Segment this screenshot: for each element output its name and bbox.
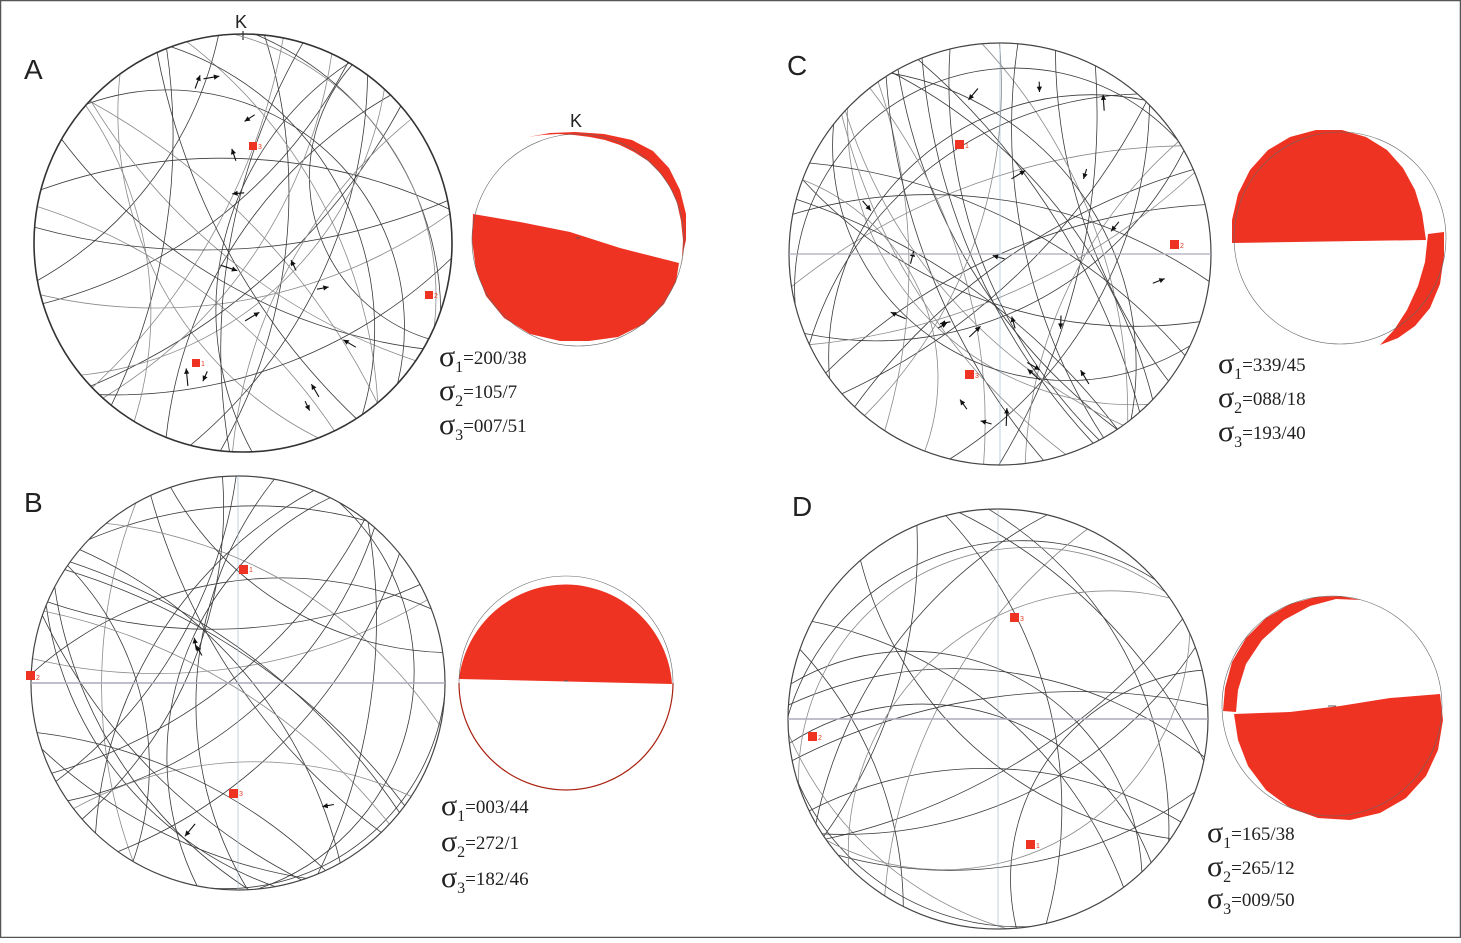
sigma1-marker-label-b: 1	[249, 567, 253, 574]
sigma2-marker-label-a: 2	[434, 293, 438, 300]
sigma1-value-a: =200/38	[463, 348, 527, 369]
sigma2-subscript-d: 2	[1223, 869, 1231, 886]
sigma1-subscript-d: 1	[1223, 835, 1231, 852]
sigma1-symbol-a: σ	[439, 340, 455, 373]
sigma1-value-b: =003/44	[465, 797, 529, 818]
sigma2-symbol-c: σ	[1218, 381, 1234, 414]
panel-label-d: D	[792, 491, 812, 522]
sigma3-subscript-a: 3	[455, 427, 463, 444]
sigma3-value-a: =007/51	[463, 416, 527, 437]
north-label-a: K	[235, 12, 247, 32]
sigma2-marker-d	[808, 732, 817, 741]
sigma3-marker-a	[249, 142, 257, 150]
sigma3-marker-label-d: 3	[1020, 616, 1024, 623]
sigma3-subscript-d: 3	[1223, 901, 1231, 918]
sigma1-marker-label-a: 1	[201, 361, 205, 368]
sigma1-marker-a	[192, 359, 200, 367]
sigma1-marker-label-c: 1	[965, 143, 969, 150]
sigma1-subscript-b: 1	[457, 808, 465, 825]
stress-values-c	[1218, 347, 1306, 451]
sigma2-value-d: =265/12	[1231, 858, 1295, 879]
sigma2-marker-c	[1170, 240, 1179, 249]
panel-label-c: C	[787, 50, 807, 81]
sigma3-marker-label-b: 3	[239, 791, 243, 798]
sigma3-symbol-d: σ	[1207, 882, 1223, 915]
sigma3-value-d: =009/50	[1231, 890, 1295, 911]
sigma1-subscript-c: 1	[1234, 366, 1242, 383]
sigma2-symbol-a: σ	[439, 374, 455, 407]
stress-values-a	[439, 340, 527, 444]
sigma1-value-d: =165/38	[1231, 824, 1295, 845]
sigma2-symbol-d: σ	[1207, 850, 1223, 883]
sigma3-subscript-b: 3	[457, 880, 465, 897]
sigma1-marker-b	[239, 565, 248, 574]
stress-values-d	[1207, 816, 1295, 918]
sigma2-marker-b	[26, 671, 35, 680]
sigma1-marker-label-d: 1	[1036, 843, 1040, 850]
sigma2-subscript-b: 2	[457, 844, 465, 861]
sigma2-marker-label-d: 2	[818, 735, 822, 742]
sigma1-subscript-a: 1	[455, 359, 463, 376]
stress-values-b	[441, 789, 529, 897]
sigma2-marker-a	[425, 291, 433, 299]
panel-label-a: A	[24, 54, 43, 85]
sigma1-symbol-b: σ	[441, 789, 457, 822]
sigma1-value-c: =339/45	[1242, 355, 1306, 376]
sigma3-marker-d	[1010, 613, 1019, 622]
sigma2-value-a: =105/7	[463, 382, 517, 403]
beachball-north-label-a: K	[570, 111, 582, 131]
sigma3-marker-c	[965, 370, 974, 379]
sigma3-value-c: =193/40	[1242, 423, 1306, 444]
sigma2-symbol-b: σ	[441, 825, 457, 858]
sigma2-subscript-c: 2	[1234, 400, 1242, 417]
sigma2-value-b: =272/1	[465, 833, 519, 854]
sigma3-subscript-c: 3	[1234, 434, 1242, 451]
sigma1-marker-c	[955, 140, 964, 149]
sigma2-subscript-a: 2	[455, 393, 463, 410]
panel-label-b: B	[24, 487, 43, 518]
sigma1-marker-d	[1026, 840, 1035, 849]
sigma3-symbol-c: σ	[1218, 415, 1234, 448]
sigma3-value-b: =182/46	[465, 869, 529, 890]
sigma3-marker-b	[229, 789, 238, 798]
sigma2-marker-label-b: 2	[36, 675, 40, 682]
sigma1-symbol-d: σ	[1207, 816, 1223, 849]
sigma3-symbol-a: σ	[439, 408, 455, 441]
sigma1-symbol-c: σ	[1218, 347, 1234, 380]
sigma2-marker-label-c: 2	[1180, 243, 1184, 250]
sigma2-value-c: =088/18	[1242, 389, 1306, 410]
sigma3-symbol-b: σ	[441, 861, 457, 894]
sigma3-marker-label-c: 3	[975, 373, 979, 380]
sigma3-marker-label-a: 3	[258, 144, 262, 151]
